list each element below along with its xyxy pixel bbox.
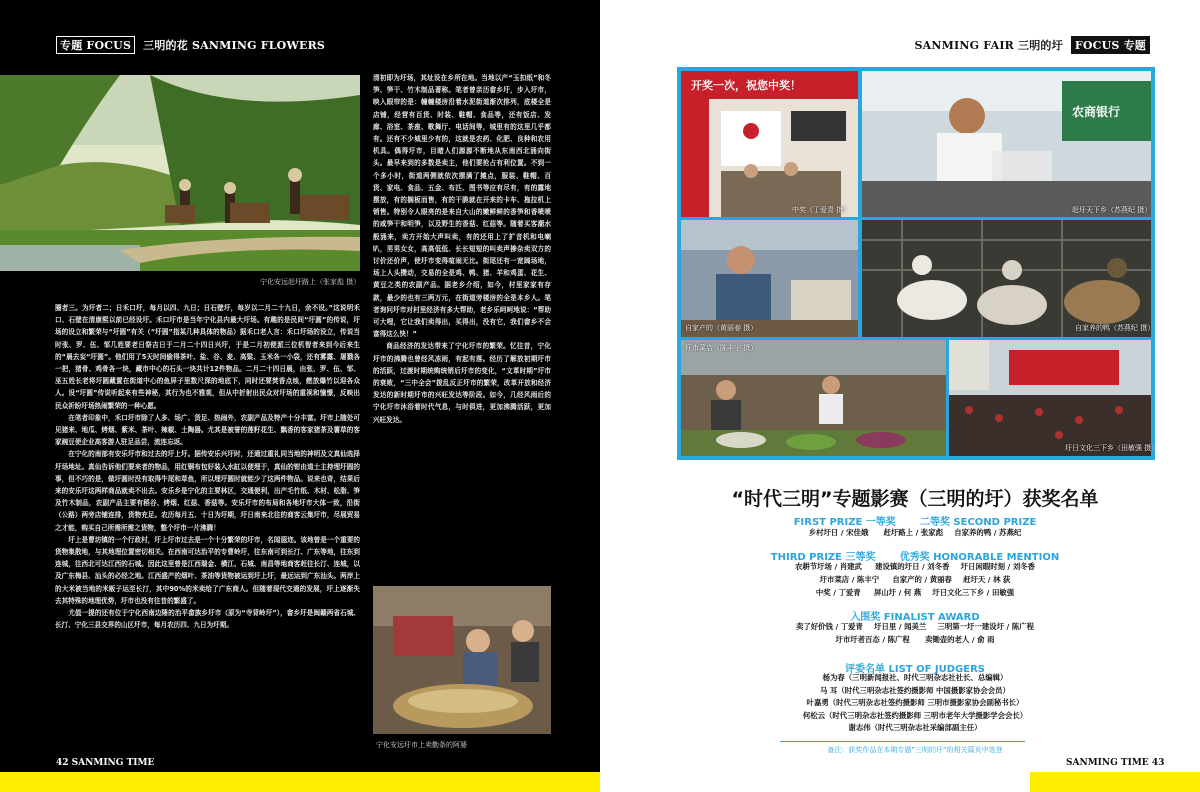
magazine-name: SANMING TIME [71, 758, 155, 768]
second-prize-label: 二等奖 SECOND PRIZE [919, 517, 1037, 528]
section-title: SANMING FAIR 三明的圩 [914, 39, 1063, 52]
right-folio [1066, 758, 1164, 768]
judge-entry: 叶嘉勇（时代三明杂志社签约摄影师 三明市摄影家协会副秘书长） [806, 698, 1024, 707]
finalist-entry: 圩市圩者百态 / 陈广程 [835, 635, 910, 644]
left-folio [56, 758, 154, 768]
third-prize-entry: 农耕节圩场 / 肖建武 [794, 562, 862, 571]
second-prize-entry: 自家养的鸭 / 苏燕纪 [954, 528, 1022, 537]
footer-bar-right [1030, 772, 1200, 792]
article-column-2 [373, 72, 551, 592]
paragraph: 圈者三。为圩者二；日禾口圩，每月以四、九日；日石壁圩，每岁以二月二十九日，余不设。”这说明禾口、石壁在清康熙以前已经设圩。禾口圩市是当年宁化县内最大圩场。有趣的是民间“圩圆”的传说，圩场的设立和繁荣与“圩圆”有关（“圩圆”指某几种具体的物品）据禾口老人言：禾口圩场的设立，传说当时张、罗、伍、邹几姓要老日祭吉日于二月二十四日兴圩，于是二月初便派三位机智者来到今后来生的“晨去妄“圩圆”。他们用了5天时间偷得茶叶、盐、谷、麦、高粱、玉米各一小袋，还有雾露、屠戮各一把，猪骨、鸡骨各一块，藏市中心的石头一块共计12件物品。二月二十四日晨，由张、罗、伍、邹、巫五姓长老将圩圆藏置在街道中心的鱼屏子里数尺深的地底下，同时还要焚香点烛，燃放爆竹以迎各众人。设“圩圆”传说听起来有些神秘，其行为也不雅观，但从中折射出民众对圩场的重视和憧憬，反映出民众祈盼圩场热闹繁荣的一种心愿。 [55, 304, 360, 410]
photo-grandma-selling [373, 586, 551, 734]
section-title: 三明的花 SANMING FLOWERS [143, 39, 326, 52]
awards-title: “时代三明”专题影赛（三明的圩）获奖名单 [731, 488, 1099, 510]
awards-prize-entries-1 [680, 526, 1150, 539]
first-prize-entry: 乡村圩日 / 宋佳娥 [808, 528, 869, 537]
bank-sign-text: 农商银行 [1072, 105, 1121, 119]
focus-tag: 专题 FOCUS [56, 36, 135, 54]
honorable-label: 优秀奖 HONORABLE MENTION [899, 552, 1060, 563]
honorable-entry: 赶圩天 / 林 荻 [963, 575, 1011, 584]
caption-lottery: 中奖（丁爱青 摄） [792, 206, 851, 214]
photo2-caption: 宁化安远圩市上卖勤条的阿婆 [376, 741, 467, 749]
finalist-entry: 三明第一圩一建设圩 / 陈广程 [937, 622, 1035, 631]
photo-ducks [862, 220, 1151, 337]
photo-road-to-fair [0, 75, 360, 271]
third-prize-entry: 中奖 / 丁爱青 [815, 588, 861, 597]
judges-label: 评委名单 LIST OF JUDGERS [845, 664, 985, 675]
second-prize-entry: 赶圩路上 / 张家彪 [883, 528, 944, 537]
paragraph: 商品经济的发达带来了宁化圩市的繁荣。忆往昔，宁化圩市的沸腾也曾经风冻雨，有起有落。经历了解放初期圩市的活跃，过渡时期统购统销后圩市的变化，“文革时期”圩市的衰败，“三中全会”拨乱反正圩市的繁荣，改革开放和经济发达的新时期圩市的兴旺发达等阶段。如今，几经风雨后的宁化圩市沐浴着时代气息，与时俱进，更加沸腾活跃，更加兴旺发达。 [373, 342, 551, 424]
paragraph: 清初即为圩场，其址设在乡所在地。当地以产“玉扣纸”和冬笋、笋干、竹木制品著称。笔者曾亲历畲乡圩，步入圩市，映入眼帘的是：幢幢楼房沿着水泥街道渐次排列，底楼全是店铺，经营有百货、时装、鞋帽、食品等，还有饭店、发廊、浴室、茶座、歌舞厅、电话间等，城里有的这里几乎都有。还有不少城里少有的，这就是农药、化肥、良种和农用机具。偶得圩市，目睹人们源源不断地从东南西北涌向街头。最早来到的多数是卖主，他们要抢占有利位置。不到一个多小时，街道两侧就依次摆满了摊点，服装、鞋帽、百货、家电、食品、五金、布匹、图书等应有尽有，有的露地摆放，有的搁板而售，有的干脆就在开来的卡车、拖拉机上销售。特别令人眼亮的是来自大山的嫩鲜鲜的香笋和香喷喷的咸笋干和明笋，以及野生的香菇、红菇等。随着买客潮水般涌来，卖方开始大声叫卖，有的还用上了扩音机和电喇叭，男男女女，高高低低、长长短短的叫卖声掺杂卖双方的讨价还价声，使圩市变得喧闹无比。街尾还有一宽阔场地，场上人头攒动，交易的全是鸡、鸭、猪、羊和鸡蛋、花生、黄豆之类的农副产品。据老乡介绍，如今，村里家家有存款，最少的也有三两万元，在街道旁楼房的全是本乡人。笔者询问圩市对村里经济有多大帮助，老乡乐呵呵地说：“帮助可大哩，它让我们卖得出，买得出，没有它，我们畲乡不会富得这么快！” [373, 74, 551, 339]
paragraph: 尤值一提的还有位于宁化西南边陲的治平畲族乡圩市（原为“寺背岭圩”），畲乡圩是闽赣两省石城、长汀、宁化三县交界的山区圩市，每月农历四、九日为圩期。 [55, 609, 360, 630]
third-prize-label: THIRD PRIZE 三等奖 [770, 552, 876, 563]
honorable-entry: 屏山圩 / 何 燕 [873, 588, 922, 597]
finalist-entry: 卖了好价钱 / 丁爱青 [795, 622, 863, 631]
paragraph: 在宁化的南部有安乐圩市和过去的圩上圩。据传安乐兴圩时，还通过重礼同当地的神明及文真仙选择圩场地址。真仙告诉他们要来者的物品，用红铜布包好装入水缸以便埋于，真仙的钳由道士主持埋圩圆的事，但不巧的是，做圩圆时没有取得牛尾和草鱼，所以埋圩圆时就能少了这两件物品。说来也奇，结果后来的安乐圩这两样商品就卖不出去。安乐乡是宁化的主要林区，交通便利，出产毛竹纸、木材、松脂、笋及竹木制品，农副产品主要有稻谷、烤烟、红菇、香菇等。安乐圩市的布局和各地圩市大体一致，沿街（公路）两旁店铺连排，货物充足。农历每月五、十日为圩期，圩日南来北往的商客云集圩市，尽展贸易之才能，购买自己所需所需之货物，整个圩市一片沸腾！ [55, 450, 360, 532]
caption-ducks: 自家养的鸭（苏燕纪 摄） [1075, 324, 1155, 332]
judge-entry: 杨为春（三明新闻报社、时代三明杂志社社长、总编辑） [822, 673, 1008, 682]
photo-smiling-man [862, 71, 1151, 217]
magazine-name: SANMING TIME [1066, 758, 1149, 768]
judges-list [680, 672, 1150, 735]
caption-culture: 圩日文化三下乡（田敏强 摄） [1065, 444, 1159, 452]
article-column-1 [55, 302, 360, 760]
first-prize-label: FIRST PRIZE 一等奖 [793, 517, 896, 528]
caption-vegetable-stall: 圩市菜店（陈丰宁 摄） [685, 344, 758, 352]
photo-crowd [949, 340, 1151, 456]
caption-countryside: 赶圩天下乡（苏燕纪 摄） [1072, 206, 1152, 214]
awards-note: 备注：获奖作品在本期专题“三明的圩”的相关篇页中选登 [827, 746, 1003, 754]
awards-prize-entries-2 [680, 560, 1150, 599]
photo-lottery [681, 71, 858, 217]
honorable-entry: 圩日闲暇时刻 / 刘冬香 [960, 562, 1036, 571]
paragraph: 圩上是曹坊镇的一个行政村，圩上圩市过去是一个十分繁荣的圩市，名闻遐迩。该地曾是一个重要的货物集散地，与其地理位置密切相关。在西南可达治平的专曹岭圩，往东南可到长汀、广东等地，往东到连城，往西北可达江西的石城。因此这里曾是江西瑞金、横江、石城、南昌等地商客赶往长汀、连城，以及广东梅县、汕头的必经之地。江西盛产的烟叶、茶油等货物被运到圩上圩，最远运到广东汕头。两岸上的大米被当地的米贩子运至长汀，其中90%的米卖给了广东商人。但随着现代交通的发展，圩上逐渐失去其特殊的地理优势，圩市也没有往昔的繁盛了。 [55, 535, 360, 605]
honorable-entry: 建设镇的圩日 / 刘冬香 [875, 562, 950, 571]
judge-entry: 何松云（时代三明杂志社签约摄影师 三明市老年大学摄影学会会长） [802, 710, 1028, 720]
right-header [914, 36, 1150, 54]
finalist-entries [680, 620, 1150, 646]
note-divider [780, 741, 1025, 742]
lottery-banner-text: 开奖一次，祝您中奖！ [691, 79, 801, 92]
finalist-entry: 圩日里 / 闻美兰 [874, 622, 927, 631]
page-number: 42 [56, 758, 69, 768]
honorable-entry: 圩日文化三下乡 / 田敏强 [932, 588, 1015, 597]
judge-entry: 谢志伟（时代三明杂志社采编部副主任） [848, 723, 982, 732]
paragraph: 在笔者印象中，禾口圩市除了人多、场广、货足、热闹外，农副产品及特产十分丰富。圩市上随处可见猪来、地瓜、烤烟、紫米、茶叶、辣椒、土陶器。尤其是被誉的莲籽花生、飘香的客家猪茶及薯草的客家豌豆使企业高客游人驻足品尝，流连忘返。 [55, 413, 360, 447]
finalist-entry: 卖锄壶的老人 / 俞 雨 [924, 635, 995, 644]
third-prize-entry: 圩市菜店 / 陈丰宁 [819, 575, 880, 584]
honorable-entry: 自家产的 / 黄丽春 [892, 575, 952, 584]
photo-old-man [681, 220, 858, 337]
finalist-label: 入围奖 FINALIST AWARD [850, 612, 980, 623]
judge-entry: 马 耳（时代三明杂志社签约摄影师 中国摄影家协会会员） [820, 685, 1010, 695]
footer-bar [0, 772, 600, 792]
photo-vegetable-stall [681, 340, 946, 456]
left-header [56, 36, 325, 54]
focus-tag: FOCUS 专题 [1071, 36, 1150, 54]
page-number: 43 [1151, 758, 1165, 768]
photo-collage [677, 67, 1159, 460]
caption-homegrown: 自家产的（黄丽春 摄） [685, 324, 758, 332]
photo1-caption: 宁化安远赶圩路上（张家彪 摄） [260, 278, 361, 286]
